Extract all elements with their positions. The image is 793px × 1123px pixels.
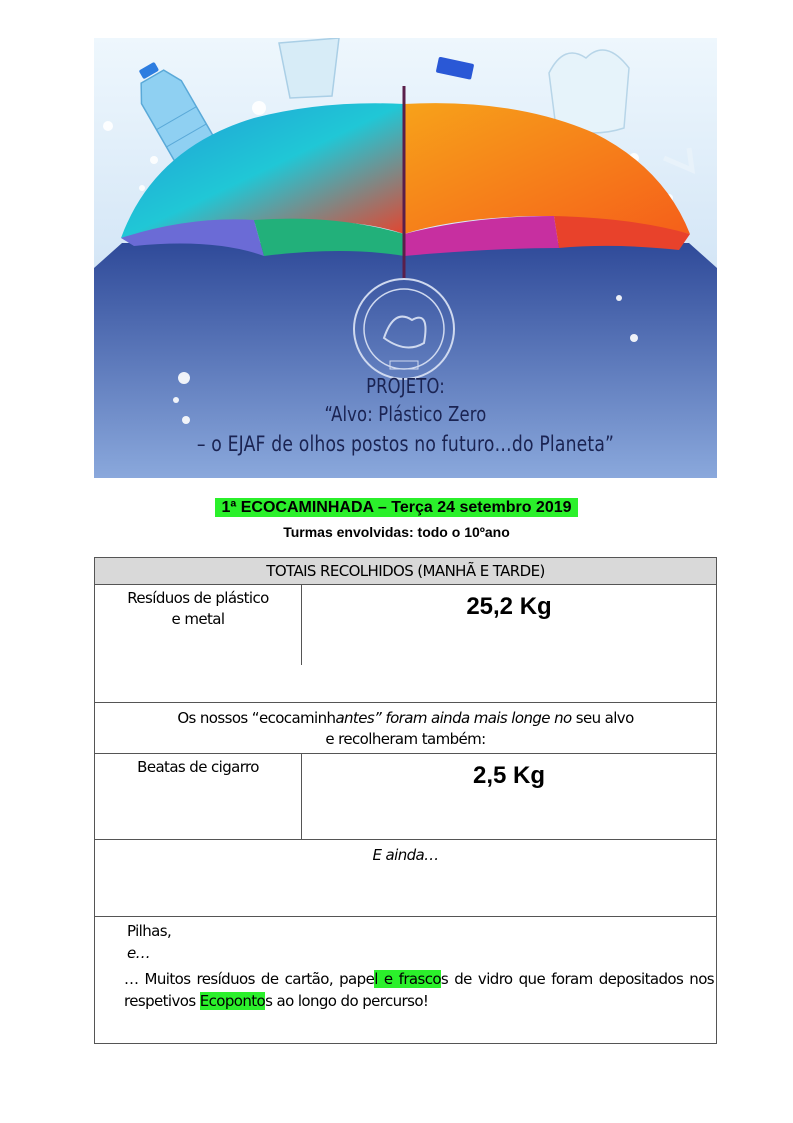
note-line1-b: antes” foram ainda mais longe no bbox=[335, 709, 572, 727]
note-line1-c: seu alvo bbox=[571, 709, 634, 727]
plastic-label-line1: Resíduos de plástico bbox=[127, 589, 269, 607]
project-subtitle: – o EJAF de olhos postos no futuro…do Planeta” bbox=[196, 432, 615, 456]
final-paragraph bbox=[124, 968, 714, 1012]
plastic-row bbox=[95, 585, 716, 703]
cigarette-row bbox=[95, 754, 716, 840]
project-banner bbox=[94, 38, 717, 478]
event-title-block bbox=[0, 499, 793, 517]
cigarette-value: 2,5 Kg bbox=[472, 762, 546, 789]
and-more-text: E ainda… bbox=[372, 846, 439, 864]
final-part-e: s ao longo do percurso! bbox=[265, 992, 429, 1010]
final-part-c: s de vidro que foram depositados nos respetivos bbox=[124, 970, 714, 1010]
highlighted-text-1: l e frasco bbox=[374, 970, 441, 988]
batteries-text: Pilhas, bbox=[127, 922, 172, 940]
table-header: TOTAIS RECOLHIDOS (MANHÃ E TARDE) bbox=[95, 558, 716, 585]
note-line2: e recolheram também: bbox=[325, 730, 486, 748]
project-title: “Alvo: Plástico Zero bbox=[324, 402, 487, 426]
cup-icon bbox=[279, 38, 339, 98]
and-more-row bbox=[95, 840, 716, 917]
event-classes: Turmas envolvidas: todo o 10ºano bbox=[283, 524, 510, 540]
plastic-value: 25,2 Kg bbox=[466, 593, 552, 620]
highlighted-text-2: Ecoponto bbox=[199, 992, 266, 1010]
final-part-a: … Muitos resíduos de cartão, pape bbox=[124, 970, 375, 988]
cigarette-label: Beatas de cigarro bbox=[137, 758, 259, 776]
and-text: e… bbox=[127, 944, 151, 962]
note-line1-a: Os nossos “ecocaminh bbox=[177, 709, 336, 727]
plastic-bag-icon bbox=[549, 50, 629, 133]
project-label: PROJETO: bbox=[366, 374, 445, 398]
totals-table bbox=[94, 557, 717, 1044]
event-title: 1ª ECOCAMINHADA – Terça 24 setembro 2019 bbox=[215, 498, 577, 517]
plastic-label-line2: e metal bbox=[171, 610, 225, 628]
note-line1 bbox=[95, 708, 716, 728]
note-row bbox=[95, 703, 716, 754]
final-row bbox=[95, 917, 716, 1043]
